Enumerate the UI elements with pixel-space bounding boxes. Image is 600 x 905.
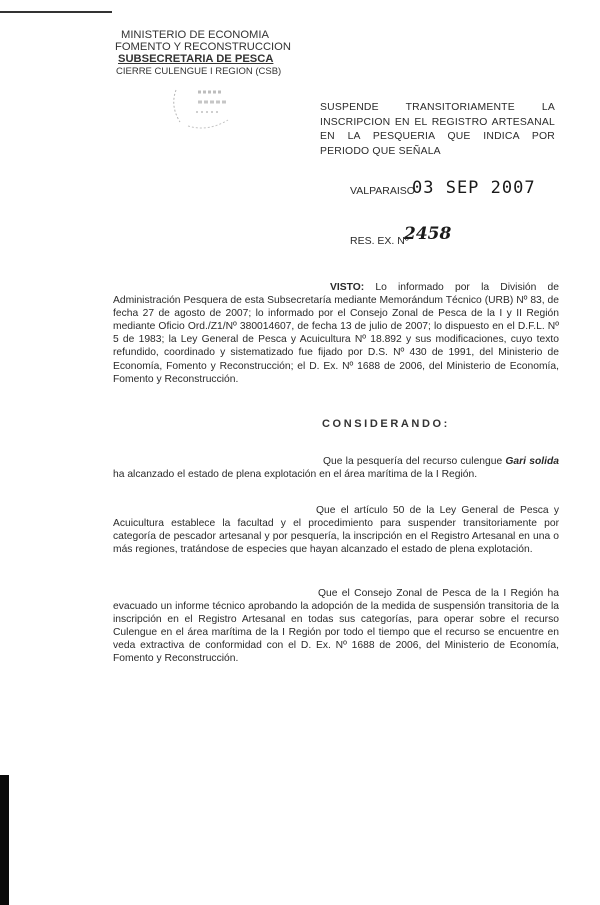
considerando-paragraph-3: [113, 587, 559, 666]
subject-line: PERIODO QUE SEÑALA: [320, 145, 441, 157]
considerando-heading: CONSIDERANDO:: [322, 418, 450, 430]
place-label: VALPARAISO: [350, 185, 415, 197]
visto-paragraph: [113, 281, 559, 386]
considerando-paragraph-2: [113, 504, 559, 556]
visto-text: Lo informado por la División de Administración Pesquera de esta Subsecretaría mediante Memorándum Técnico (URB) Nº 83, de fecha 27 de agosto de 2007; lo informado por el Consejo Zonal de Pesca de la I y II Región mediante Oficio Ord./Z1/Nº 380014607, de fecha 13 de julio de 2007; lo dispuesto en el D.F.L. Nº 5 de 1983; la Ley General de Pesca y Acuicultura Nº 18.892 y sus modificaciones, cuyo texto refundido, coordinado y sistematizado fue fijado por D.S. Nº 430 de 1991, del Ministerio de Economía, Fomento y Reconstrucción; el D. Ex. Nº 1688 de 2006, del Ministerio de Economía, Fomento y Reconstrucción.: [113, 282, 559, 385]
c3-text: Que el Consejo Zonal de Pesca de la I Región ha evacuado un informe técnico aprobando la adopción de la medida de suspensión transitoria de la inscripción en el Registro Artesanal en todas sus categorías, para operar sobre el recurso Culengue en el área marítima de la I Región por todo el tiempo que el recurso se encuentre en veda extractiva de conformidad con el D. Ex. Nº 1688 de 2006, del Ministerio de Economía, Fomento y Reconstrucción.: [113, 588, 559, 665]
resolution-subject: [320, 101, 555, 159]
header-subsecretaria: SUBSECRETARIA DE PESCA: [118, 53, 274, 65]
c1-text-after: ha alcanzado el estado de plena explotación en el área marítima de la I Región.: [113, 469, 478, 481]
c2-text: Que el artículo 50 de la Ley General de Pesca y Acuicultura establece la facultad y el procedimiento para suspender transitoriamente por categoría de pescador artesanal y por pesquería, la inscripción en el Registro Artesanal en una o más regiones, tratándose de especies que hayan alcanzado el estado de plena explotación.: [113, 505, 559, 556]
visto-keyword: VISTO:: [330, 282, 365, 293]
office-seal: [168, 80, 238, 132]
species-name: Gari solida: [505, 456, 559, 467]
header-ministry: MINISTERIO DE ECONOMIA: [121, 29, 269, 41]
subject-line: SUSPENDE TRANSITORIAMENTE LA: [320, 102, 555, 113]
date-stamp: 03 SEP 2007: [412, 178, 536, 198]
scan-edge-bar: [0, 775, 9, 905]
resolution-label: RES. EX. Nº: [350, 235, 409, 247]
subject-line: EN LA PESQUERIA QUE INDICA POR: [320, 131, 555, 142]
ministry-header: [115, 29, 291, 78]
resolution-number: 2458: [404, 224, 452, 244]
subject-line: INSCRIPCION EN EL REGISTRO ARTESANAL: [320, 116, 555, 128]
top-rule: [0, 11, 112, 13]
header-ministry-sub: FOMENTO Y RECONSTRUCCION: [115, 41, 291, 53]
c1-text-before: Que la pesquería del recurso culengue: [323, 456, 506, 467]
considerando-paragraph-1: [113, 455, 559, 481]
header-reference-code: CIERRE CULENGUE I REGION (CSB): [116, 66, 282, 77]
